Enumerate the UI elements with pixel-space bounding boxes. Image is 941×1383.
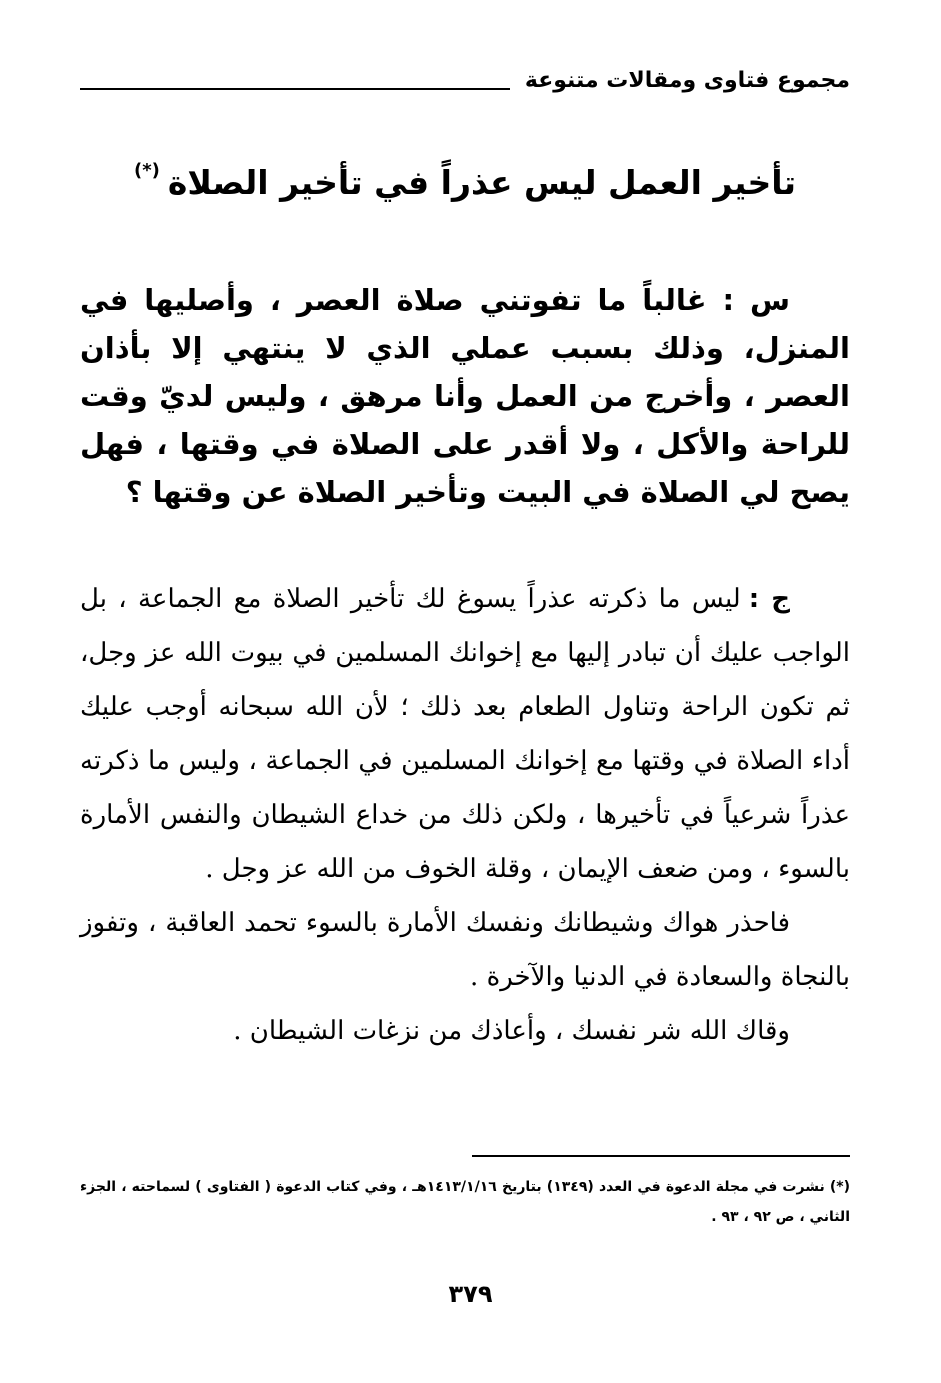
running-header-title: مجموع فتاوى ومقالات متنوعة xyxy=(524,68,850,93)
header-rule xyxy=(80,88,510,90)
page-number: ٣٧٩ xyxy=(448,1280,493,1308)
running-header xyxy=(80,64,850,104)
article-title xyxy=(80,160,850,202)
answer-block xyxy=(80,572,850,1058)
footnote: (*) نشرت في مجلة الدعوة في العدد (١٣٤٩) بتاريخ ١٤١٣/١/١٦هـ ، وفي كتاب الدعوة ( الفتاوى ) لسماحته ، الجزء الثاني ، ص ٩٢ ، ٩٣ . xyxy=(80,1179,851,1225)
answer-lead: ج : xyxy=(748,584,790,614)
question-block xyxy=(80,276,850,516)
answer-paragraph-1-text: ليس ما ذكرته عذراً يسوغ لك تأخير الصلاة مع الجماعة ، بل الواجب عليك أن تبادر إليها مع إخوانك المسلمين في بيوت الله عز وجل، ثم تكون الراحة وتناول الطعام بعد ذلك ؛ لأن الله سبحانه أوجب عليك أداء الصلاة في وقتها مع إخوانك المسلمين في الجماعة ، وليس ما ذكرته عذراً شرعياً في تأخيرها ، ولكن ذلك من خداع الشيطان والنفس الأمارة بالسوء ، ومن ضعف الإيمان ، وقلة الخوف من الله عز وجل . xyxy=(80,584,850,884)
answer-paragraph-1 xyxy=(80,572,850,896)
article-title-text: تأخير العمل ليس عذراً في تأخير الصلاة xyxy=(167,163,797,202)
answer-closing: وقاك الله شر نفسك ، وأعاذك من نزغات الشيطان . xyxy=(233,1016,790,1046)
title-footnote-marker: (*) xyxy=(133,160,160,181)
answer-paragraph-2: فاحذر هواك وشيطانك ونفسك الأمارة بالسوء تحمد العاقبة ، وتفوز بالنجاة والسعادة في الدنيا والآخرة . xyxy=(80,908,850,992)
footnote-rule xyxy=(472,1155,850,1157)
question-text: س : غالباً ما تفوتني صلاة العصر ، وأصليها في المنزل، وذلك بسبب عملي الذي لا ينتهي إلا بأذان العصر ، وأخرج من العمل وأنا مرهق ، وليس لديّ وقت للراحة والأكل ، ولا أقدر على الصلاة في وقتها ، فهل يصح لي الصلاة في البيت وتأخير الصلاة عن وقتها ؟ xyxy=(80,283,850,509)
